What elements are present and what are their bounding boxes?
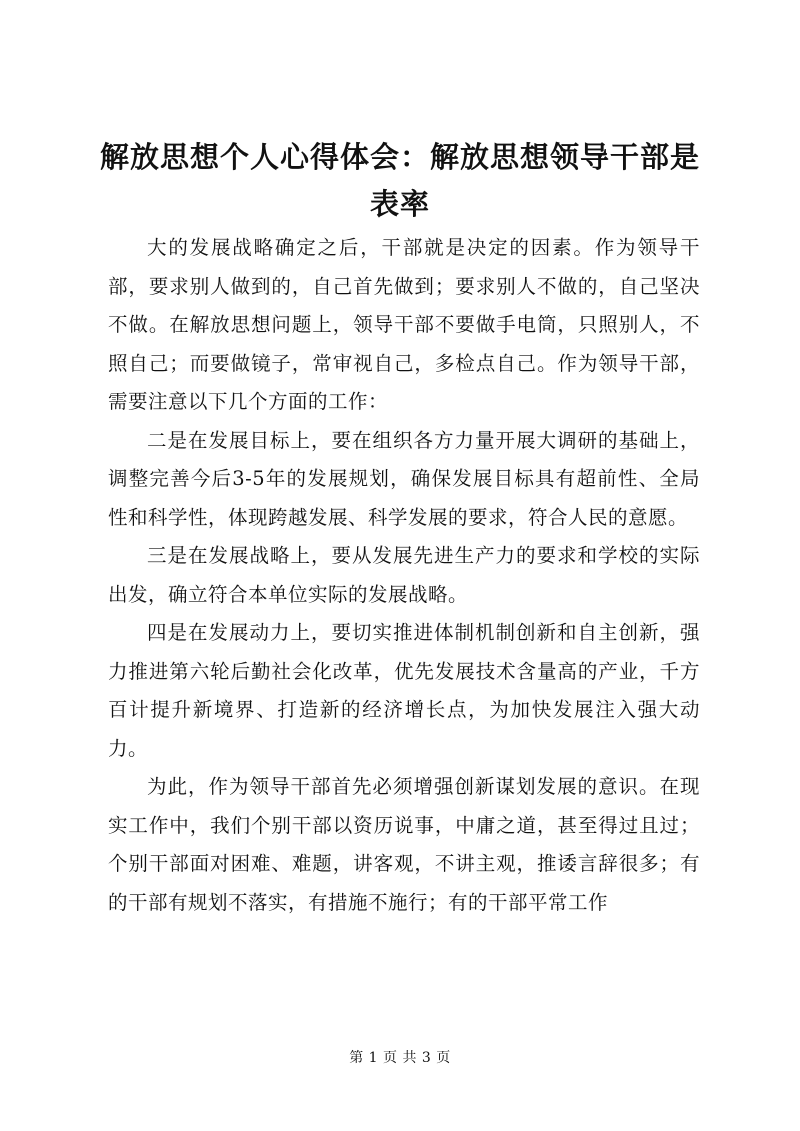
paragraph-1: 大的发展战略确定之后，干部就是决定的因素。作为领导干部，要求别人做到的，自己首先做到；要求别人不做的，自己坚决不做。在解放思想问题上，领导干部不要做手电筒，只照别人，不照自己；而要做镜子，常审视自己，多检点自己。作为领导干部，需要注意以下几个方面的工作：: [108, 236, 700, 413]
paragraph-3: 三是在发展战略上，要从发展先进生产力的要求和学校的实际出发，确立符合本单位实际的发展战略。: [108, 544, 700, 606]
paragraph-4: 四是在发展动力上，要切实推进体制机制创新和自主创新，强力推进第六轮后勤社会化改革，优先发展技术含量高的产业，千方百计提升新境界、打造新的经济增长点，为加快发展注入强大动力。: [108, 621, 700, 760]
page-number-footer: 第 1 页 共 3 页: [349, 1050, 451, 1066]
paragraph-2: 二是在发展目标上，要在组织各方力量开展大调研的基础上，调整完善今后3-5年的发展规划，确保发展目标具有超前性、全局性和科学性，体现跨越发展、科学发展的要求，符合人民的意愿。: [108, 428, 700, 529]
document-body: [108, 229, 700, 922]
paragraph-5: 为此，作为领导干部首先必须增强创新谋划发展的意识。在现实工作中，我们个别干部以资历说事，中庸之道，甚至得过且过；个别干部面对困难、难题，讲客观，不讲主观，推诿言辞很多；有的干部有规划不落实，有措施不施行；有的干部平常工作: [108, 775, 700, 914]
document-title: 解放思想个人心得体会：解放思想领导干部是表率: [100, 140, 701, 221]
